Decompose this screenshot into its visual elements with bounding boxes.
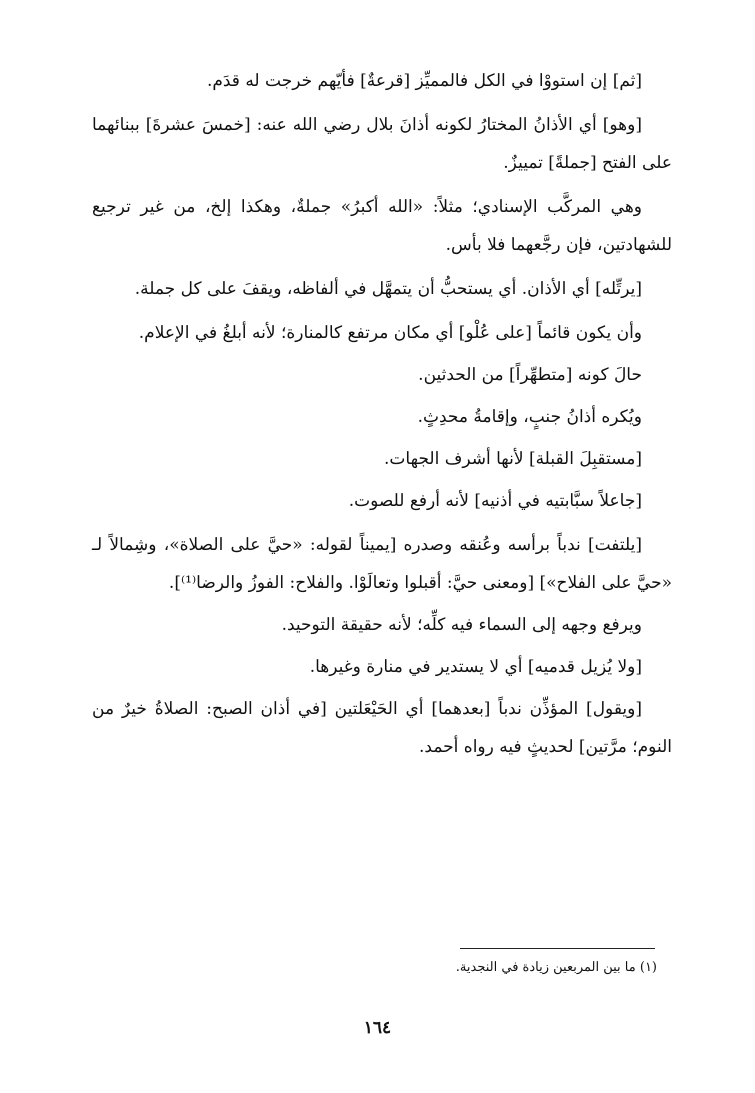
page-body (92, 62, 672, 770)
paragraph: [ثم] إن استووْا في الكل فالمميِّز [قرعةٌ] فأيّهم خرجت له قدَم. (206, 71, 642, 91)
paragraph: ويُكره أذانُ جنبٍ، وإقامةُ محدِثٍ. (417, 407, 642, 427)
paragraph: [يرتِّله] أي الأذان. أي يستحبُّ أن يتمهَّل في ألفاظه، ويقفَ على كل جملة. (134, 279, 642, 299)
paragraph: [يلتفت] ندباً برأسه وعُنقه وصدره [يميناً لقوله: «حيَّ على الصلاة»، وشِمالاً لـ «حيَّ على الفلاح»] [ومعنى حيَّ: أقبلوا وتعالَوْا. والفلاح: الفوزُ والرضا⁽¹⁾]. (92, 535, 672, 593)
paragraph: وهي المركَّب الإسنادي؛ مثلاً: «الله أكبرُ» جملةٌ، وهكذا إلخ، من غير ترجيع للشهادتين، فإن رجَّعهما فلا بأس. (92, 197, 672, 255)
paragraph: [جاعلاً سبَّابتيه في أذنيه] لأنه أرفع للصوت. (348, 491, 642, 511)
footnote-divider (460, 948, 655, 949)
paragraph: [ويقول] المؤذِّن ندباً [بعدهما] أي الحَيْعَلتين [في أذان الصبح: الصلاةُ خيرٌ من النوم؛ مرَّتين] لحديثٍ فيه رواه أحمد. (92, 699, 672, 757)
paragraph: ويرفع وجهه إلى السماء فيه كلِّه؛ لأنه حقيقة التوحيد. (281, 615, 642, 635)
page-number: ١٦٤ (363, 1018, 392, 1038)
footnote: (١) ما بين المربعين زيادة في النجدية. (455, 960, 657, 975)
paragraph: [وهو] أي الأذانُ المختارُ لكونه أذانَ بلال رضي الله عنه: [خمسَ عشرةَ] ببنائهما على الفتح [جملةً] تمييزٌ. (92, 115, 672, 173)
paragraph: وأن يكون قائماً [على عُلْو] أي مكان مرتفع كالمنارة؛ لأنه أبلغُ في الإعلام. (138, 323, 642, 343)
paragraph: حالَ كونه [متطهِّراً] من الحدثين. (418, 365, 642, 385)
paragraph: [ولا يُزيل قدميه] أي لا يستدير في منارة وغيرها. (309, 657, 642, 677)
paragraph: [مستقبِلَ القبلة] لأنها أشرف الجهات. (384, 449, 642, 469)
